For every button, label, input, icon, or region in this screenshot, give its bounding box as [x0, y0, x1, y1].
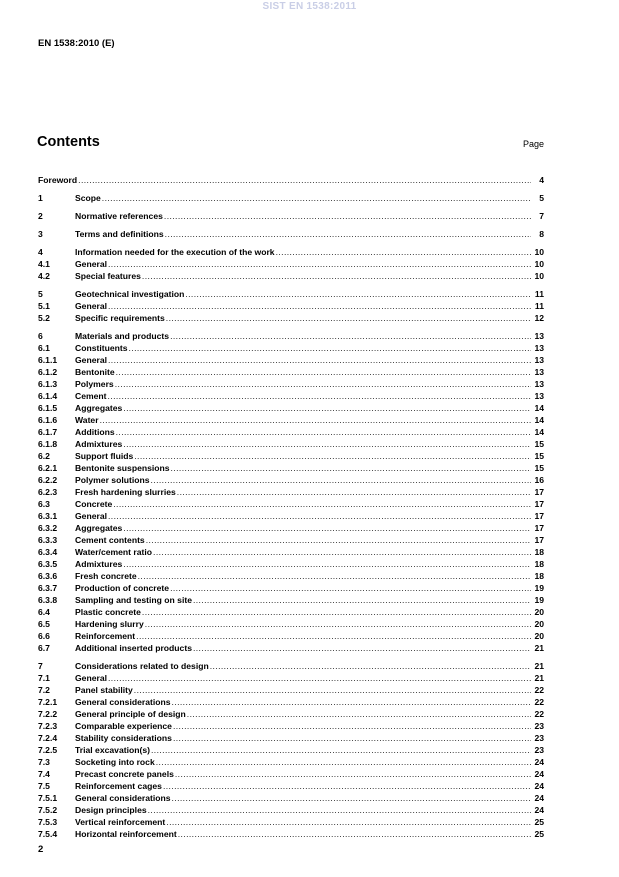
toc-entry-number: 7.4 [38, 769, 50, 779]
toc-dot-leader [173, 732, 531, 744]
toc-entry-page: 21 [534, 661, 544, 671]
toc-entry-page: 13 [534, 379, 544, 389]
document-id: EN 1538:2010 (E) [38, 38, 115, 49]
toc-dot-leader [193, 594, 531, 606]
toc-entry-page: 4 [539, 175, 544, 185]
toc-entry-number: 7.5.3 [38, 817, 58, 827]
toc-entry[interactable] [38, 210, 544, 222]
toc-entry[interactable] [38, 402, 544, 414]
toc-entry[interactable] [38, 594, 544, 606]
toc-entry-title: Admixtures [75, 439, 123, 449]
toc-entry-page: 7 [539, 211, 544, 221]
toc-entry-number: 5 [38, 289, 43, 299]
toc-entry[interactable] [38, 300, 544, 312]
toc-entry[interactable] [38, 768, 544, 780]
toc-dot-leader [113, 498, 531, 510]
toc-entry[interactable] [38, 660, 544, 672]
toc-dot-leader [166, 816, 531, 828]
toc-entry[interactable] [38, 804, 544, 816]
toc-dot-leader [134, 450, 531, 462]
toc-entry-title: Concrete [75, 499, 113, 509]
toc-entry[interactable] [38, 174, 544, 186]
toc-entry-page: 13 [534, 367, 544, 377]
toc-dot-leader [170, 582, 531, 594]
toc-entry-number: 1 [38, 193, 43, 203]
toc-entry-page: 18 [534, 559, 544, 569]
toc-entry-number: 6.3.1 [38, 511, 58, 521]
toc-entry-title: Foreword [38, 175, 78, 185]
toc-entry[interactable] [38, 450, 544, 462]
toc-entry-title: General principle of design [75, 709, 186, 719]
toc-entry[interactable] [38, 570, 544, 582]
toc-entry[interactable] [38, 498, 544, 510]
toc-entry-page: 25 [534, 829, 544, 839]
toc-entry[interactable] [38, 780, 544, 792]
toc-entry-title: General [75, 511, 108, 521]
toc-entry-page: 17 [534, 487, 544, 497]
toc-entry[interactable] [38, 606, 544, 618]
toc-entry-number: 7.2.4 [38, 733, 58, 743]
toc-entry-number: 4.1 [38, 259, 50, 269]
toc-entry[interactable] [38, 342, 544, 354]
toc-entry-page: 20 [534, 619, 544, 629]
toc-dot-leader [100, 414, 531, 426]
toc-entry-number: 6.7 [38, 643, 50, 653]
toc-entry-number: 7.5.2 [38, 805, 58, 815]
toc-entry-number: 4.2 [38, 271, 50, 281]
toc-dot-leader [166, 312, 531, 324]
toc-dot-leader [171, 462, 531, 474]
toc-entry-number: 6.2.3 [38, 487, 58, 497]
toc-entry-title: Aggregates [75, 403, 123, 413]
toc-dot-leader [108, 672, 531, 684]
toc-dot-leader [151, 744, 531, 756]
toc-entry[interactable] [38, 378, 544, 390]
toc-entry-number: 7.2.2 [38, 709, 58, 719]
toc-entry-title: Sampling and testing on site [75, 595, 192, 605]
toc-entry-page: 20 [534, 607, 544, 617]
toc-dot-leader [172, 792, 531, 804]
toc-entry[interactable] [38, 192, 544, 204]
toc-entry-title: Fresh concrete [75, 571, 137, 581]
toc-dot-leader [102, 192, 531, 204]
toc-entry-title: Cement [75, 391, 107, 401]
toc-entry-title: Polymer solutions [75, 475, 150, 485]
toc-entry-page: 17 [534, 535, 544, 545]
toc-entry-number: 6.1.2 [38, 367, 58, 377]
toc-dot-leader [123, 402, 531, 414]
toc-entry-title: Additions [75, 427, 115, 437]
toc-dot-leader [173, 720, 531, 732]
toc-entry-number: 7.2.3 [38, 721, 58, 731]
toc-entry-title: Support fluids [75, 451, 134, 461]
toc-entry-page: 14 [534, 427, 544, 437]
toc-entry-number: 7.2 [38, 685, 50, 695]
toc-entry-page: 17 [534, 523, 544, 533]
toc-entry-number: 6.3.8 [38, 595, 58, 605]
toc-entry-page: 13 [534, 343, 544, 353]
toc-entry-page: 13 [534, 331, 544, 341]
toc-entry-title: Special features [75, 271, 141, 281]
toc-dot-leader [148, 804, 531, 816]
toc-entry-title: Specific requirements [75, 313, 165, 323]
toc-dot-leader [142, 270, 531, 282]
toc-entry-page: 13 [534, 391, 544, 401]
watermark: SIST EN 1538:2011 [262, 1, 357, 12]
toc-entry-title: Additional inserted products [75, 643, 192, 653]
toc-entry-title: Scope [75, 193, 101, 203]
toc-entry[interactable] [38, 792, 544, 804]
toc-entry[interactable] [38, 258, 544, 270]
toc-entry-title: Comparable experience [75, 721, 172, 731]
toc-entry[interactable] [38, 270, 544, 282]
toc-entry[interactable] [38, 486, 544, 498]
toc-entry-number: 6.1.6 [38, 415, 58, 425]
toc-entry-page: 5 [539, 193, 544, 203]
toc-entry-title: Aggregates [75, 523, 123, 533]
toc-entry-title: Hardening slurry [75, 619, 144, 629]
toc-entry[interactable] [38, 744, 544, 756]
toc-entry-number: 7.2.5 [38, 745, 58, 755]
toc-entry-title: Fresh hardening slurries [75, 487, 176, 497]
toc-entry-page: 22 [534, 685, 544, 695]
toc-entry-number: 6.3.4 [38, 547, 58, 557]
toc-entry-title: Vertical reinforcement [75, 817, 166, 827]
toc-entry-title: Considerations related to design [75, 661, 209, 671]
toc-entry-number: 6.3.5 [38, 559, 58, 569]
toc-entry[interactable] [38, 462, 544, 474]
toc-entry-number: 6.1.4 [38, 391, 58, 401]
toc-entry-title: General [75, 301, 108, 311]
toc-entry[interactable] [38, 582, 544, 594]
toc-entry[interactable] [38, 672, 544, 684]
toc-entry-title: Information needed for the execution of the work [75, 247, 275, 257]
toc-dot-leader [175, 768, 531, 780]
toc-dot-leader [108, 300, 531, 312]
table-of-contents [38, 174, 544, 840]
toc-entry-title: Precast concrete panels [75, 769, 174, 779]
toc-entry-page: 17 [534, 499, 544, 509]
toc-dot-leader [145, 618, 531, 630]
toc-entry-title: Constituents [75, 343, 128, 353]
toc-entry[interactable] [38, 288, 544, 300]
toc-entry-number: 6.1.8 [38, 439, 58, 449]
toc-entry-page: 24 [534, 805, 544, 815]
toc-dot-leader [178, 828, 531, 840]
toc-entry[interactable] [38, 708, 544, 720]
toc-entry-page: 14 [534, 403, 544, 413]
toc-entry-title: Trial excavation(s) [75, 745, 150, 755]
toc-entry-page: 24 [534, 781, 544, 791]
toc-entry-number: 6.2 [38, 451, 50, 461]
toc-entry-page: 17 [534, 511, 544, 521]
toc-entry-title: Bentonite suspensions [75, 463, 170, 473]
toc-entry-title: Reinforcement cages [75, 781, 162, 791]
toc-entry-title: Reinforcement [75, 631, 136, 641]
toc-dot-leader [165, 228, 531, 240]
toc-dot-leader [177, 486, 531, 498]
toc-entry-number: 6.2.1 [38, 463, 58, 473]
toc-dot-leader [115, 378, 531, 390]
toc-dot-leader [156, 756, 531, 768]
toc-entry-page: 10 [534, 259, 544, 269]
toc-dot-leader [170, 330, 531, 342]
toc-entry-title: Normative references [75, 211, 163, 221]
toc-entry-page: 23 [534, 721, 544, 731]
toc-entry-page: 15 [534, 439, 544, 449]
toc-entry-page: 19 [534, 595, 544, 605]
toc-entry-number: 2 [38, 211, 43, 221]
toc-entry-number: 4 [38, 247, 43, 257]
toc-entry-title: Production of concrete [75, 583, 170, 593]
toc-dot-leader [151, 474, 532, 486]
toc-dot-leader [163, 780, 531, 792]
toc-entry-page: 24 [534, 793, 544, 803]
toc-entry-title: Polymers [75, 379, 114, 389]
toc-entry[interactable] [38, 366, 544, 378]
toc-entry-number: 7.5.4 [38, 829, 58, 839]
page-column-label: Page [522, 139, 544, 149]
toc-dot-leader [136, 630, 531, 642]
toc-entry-page: 8 [539, 229, 544, 239]
toc-entry-number: 7.5.1 [38, 793, 58, 803]
toc-entry[interactable] [38, 720, 544, 732]
toc-dot-leader [146, 534, 531, 546]
toc-entry-number: 6.4 [38, 607, 50, 617]
toc-entry-number: 6.5 [38, 619, 50, 629]
toc-dot-leader [116, 426, 531, 438]
toc-entry[interactable] [38, 534, 544, 546]
toc-entry[interactable] [38, 828, 544, 840]
toc-entry[interactable] [38, 426, 544, 438]
toc-entry-title: Water/cement ratio [75, 547, 153, 557]
toc-entry-number: 6.1 [38, 343, 50, 353]
toc-dot-leader [134, 684, 531, 696]
toc-entry-page: 23 [534, 745, 544, 755]
toc-entry-number: 6.1.5 [38, 403, 58, 413]
toc-entry-page: 10 [534, 247, 544, 257]
toc-dot-leader [108, 354, 531, 366]
toc-entry-page: 13 [534, 355, 544, 365]
toc-entry-title: Panel stability [75, 685, 133, 695]
toc-dot-leader [138, 570, 531, 582]
toc-entry[interactable] [38, 522, 544, 534]
toc-entry[interactable] [38, 330, 544, 342]
toc-entry-title: Admixtures [75, 559, 123, 569]
toc-entry[interactable] [38, 390, 544, 402]
toc-entry-title: Water [75, 415, 99, 425]
toc-entry-title: General [75, 355, 108, 365]
toc-dot-leader [108, 258, 531, 270]
toc-entry[interactable] [38, 684, 544, 696]
toc-entry-number: 3 [38, 229, 43, 239]
toc-entry[interactable] [38, 558, 544, 570]
toc-dot-leader [153, 546, 531, 558]
toc-entry[interactable] [38, 510, 544, 522]
toc-entry-page: 21 [534, 643, 544, 653]
toc-entry[interactable] [38, 642, 544, 654]
toc-entry-page: 11 [534, 301, 544, 311]
toc-dot-leader [116, 366, 531, 378]
toc-entry-title: Plastic concrete [75, 607, 141, 617]
toc-entry-page: 24 [534, 757, 544, 767]
toc-entry-page: 22 [534, 709, 544, 719]
toc-entry-page: 24 [534, 769, 544, 779]
toc-entry-page: 15 [534, 463, 544, 473]
page-title: Contents [37, 134, 100, 150]
toc-dot-leader [123, 438, 531, 450]
toc-dot-leader [123, 558, 531, 570]
toc-entry-page: 18 [534, 571, 544, 581]
toc-dot-leader [123, 522, 531, 534]
toc-entry[interactable] [38, 816, 544, 828]
toc-entry-number: 7 [38, 661, 43, 671]
toc-entry-title: Design principles [75, 805, 147, 815]
toc-entry[interactable] [38, 630, 544, 642]
toc-entry-number: 6.1.7 [38, 427, 58, 437]
toc-entry-page: 18 [534, 547, 544, 557]
toc-entry-number: 6.3 [38, 499, 50, 509]
toc-entry-number: 6.3.2 [38, 523, 58, 533]
toc-entry[interactable] [38, 696, 544, 708]
toc-entry-title: Terms and definitions [75, 229, 164, 239]
toc-dot-leader [210, 660, 531, 672]
toc-entry-number: 7.2.1 [38, 697, 58, 707]
toc-entry-number: 6.3.7 [38, 583, 58, 593]
toc-entry-title: General [75, 259, 108, 269]
toc-entry-page: 25 [534, 817, 544, 827]
toc-entry-number: 6 [38, 331, 43, 341]
toc-entry-page: 19 [534, 583, 544, 593]
toc-dot-leader [108, 510, 531, 522]
toc-dot-leader [185, 288, 531, 300]
toc-entry-title: Stability considerations [75, 733, 172, 743]
toc-dot-leader [187, 708, 531, 720]
toc-entry[interactable] [38, 546, 544, 558]
page-number: 2 [38, 844, 44, 855]
toc-entry-title: General considerations [75, 793, 171, 803]
toc-dot-leader [172, 696, 531, 708]
toc-entry[interactable] [38, 354, 544, 366]
toc-entry-number: 6.2.2 [38, 475, 58, 485]
toc-entry[interactable] [38, 618, 544, 630]
toc-entry-title: Cement contents [75, 535, 145, 545]
toc-entry-title: Materials and products [75, 331, 170, 341]
toc-entry[interactable] [38, 756, 544, 768]
toc-entry-page: 20 [534, 631, 544, 641]
toc-entry-title: Geotechnical investigation [75, 289, 185, 299]
toc-entry-title: General [75, 673, 108, 683]
toc-entry[interactable] [38, 228, 544, 240]
toc-entry-page: 14 [534, 415, 544, 425]
toc-entry-number: 6.6 [38, 631, 50, 641]
toc-entry-number: 6.1.1 [38, 355, 58, 365]
toc-entry-page: 10 [534, 271, 544, 281]
toc-dot-leader [142, 606, 531, 618]
toc-entry-number: 7.1 [38, 673, 50, 683]
toc-dot-leader [276, 246, 531, 258]
toc-dot-leader [164, 210, 531, 222]
toc-entry-title: General considerations [75, 697, 171, 707]
toc-entry[interactable] [38, 246, 544, 258]
toc-entry[interactable] [38, 474, 544, 486]
toc-entry[interactable] [38, 732, 544, 744]
toc-entry[interactable] [38, 438, 544, 450]
toc-entry-title: Bentonite [75, 367, 115, 377]
toc-entry-title: Socketing into rock [75, 757, 155, 767]
toc-entry-page: 12 [534, 313, 544, 323]
toc-entry-page: 11 [534, 289, 544, 299]
toc-entry-number: 7.3 [38, 757, 50, 767]
toc-entry-page: 23 [534, 733, 544, 743]
toc-entry-number: 5.1 [38, 301, 50, 311]
toc-entry-number: 7.5 [38, 781, 50, 791]
toc-entry-page: 22 [534, 697, 544, 707]
toc-dot-leader [108, 390, 531, 402]
toc-entry[interactable] [38, 414, 544, 426]
toc-entry-number: 6.3.6 [38, 571, 58, 581]
toc-dot-leader [129, 342, 531, 354]
toc-dot-leader [78, 174, 531, 186]
toc-entry-title: Horizontal reinforcement [75, 829, 177, 839]
toc-entry[interactable] [38, 312, 544, 324]
toc-entry-number: 5.2 [38, 313, 50, 323]
toc-entry-page: 21 [534, 673, 544, 683]
toc-entry-number: 6.3.3 [38, 535, 58, 545]
toc-entry-page: 15 [534, 451, 544, 461]
toc-dot-leader [193, 642, 531, 654]
toc-entry-page: 16 [534, 475, 544, 485]
toc-entry-number: 6.1.3 [38, 379, 58, 389]
